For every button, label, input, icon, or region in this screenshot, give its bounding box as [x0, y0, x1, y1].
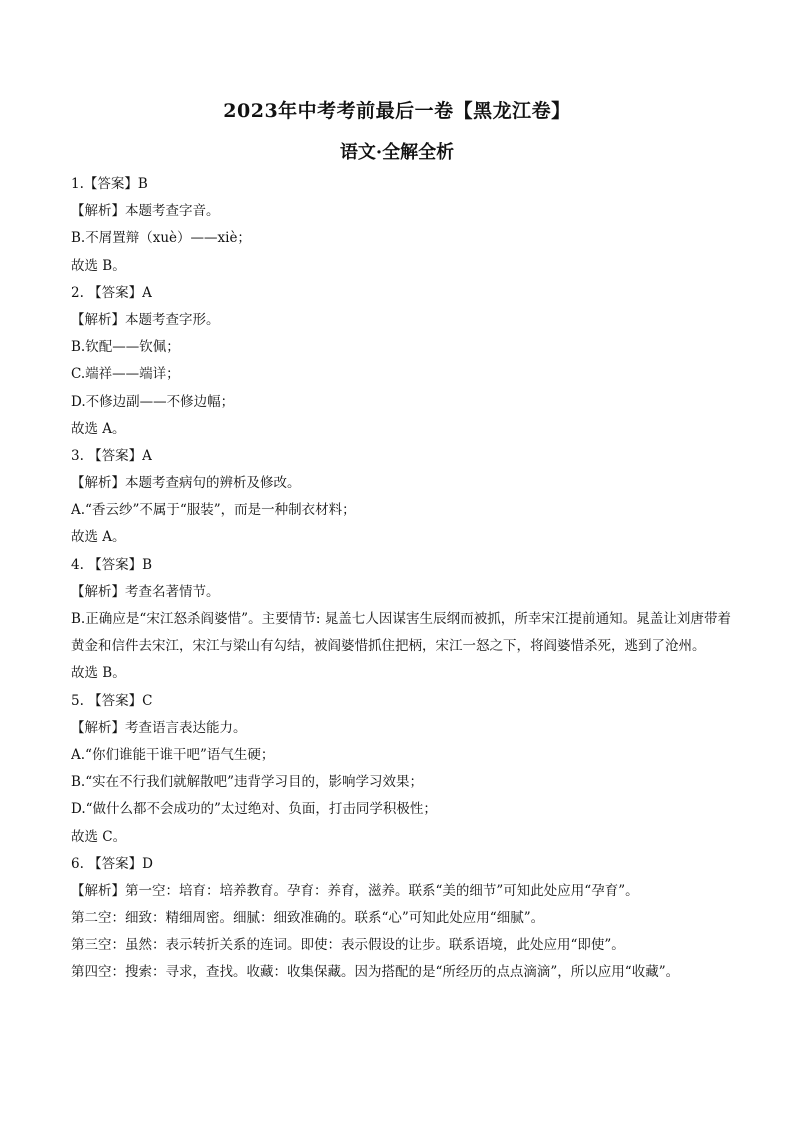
answer-2-detail-c: C.端祥——端详； [71, 366, 180, 383]
answer-1-heading: 1.【答案】B [71, 176, 148, 192]
answer-6-blank-3: 第三空：虽然：表示转折关系的连词。即使：表示假设的让步。联系语境，此处应用“即使”。 [71, 937, 625, 954]
answer-2-analysis: 【解析】本题考查字形。 [71, 311, 220, 328]
answer-3-analysis: 【解析】本题考查病句的辨析及修改。 [71, 475, 301, 492]
answer-1-analysis: 【解析】本题考查字音。 [71, 203, 220, 220]
answer-5-detail-d: D.“做什么都不会成功的”太过绝对、负面，打击同学积极性； [71, 801, 437, 818]
document-subtitle: 语文·全解全析 [339, 142, 455, 163]
answer-4-heading: 4. 【答案】B [71, 556, 153, 573]
answer-5-heading: 5. 【答案】C [71, 692, 153, 709]
answer-3-conclusion: 故选 A。 [71, 529, 126, 546]
answer-6-blank-2: 第二空：细致：精细周密。细腻：细致准确的。联系“心”可知此处应用“细腻”。 [71, 910, 545, 927]
document-title: 2023年中考考前最后一卷【黑龙江卷】 [223, 100, 571, 122]
answer-6-blank-1: 【解析】第一空：培育：培养教育。孕育：养育，滋养。联系“美的细节”可知此处应用“孕育”。 [71, 882, 639, 899]
answer-1-detail: B.不屑置辩（xuè）——xiè； [71, 230, 251, 247]
answer-4-conclusion: 故选 B。 [71, 665, 126, 682]
answer-1-conclusion: 故选 B。 [71, 257, 126, 274]
answer-2-detail-b: B.钦配——钦佩； [71, 339, 180, 356]
answer-5-detail-b: B.“实在不行我们就解散吧”违背学习目的，影响学习效果； [71, 774, 424, 791]
answer-4-analysis: 【解析】考查名著情节。 [71, 583, 220, 600]
answer-2-heading: 2. 【答案】A [71, 284, 152, 301]
answer-6-blank-4: 第四空：搜索：寻求，查找。收藏：收集保藏。因为搭配的是“所经历的点点滴滴”，所以应用“收藏”。 [71, 964, 680, 981]
document-body [71, 171, 731, 987]
answer-4-detail: B.正确应是“宋江怒杀阎婆惜”。主要情节: 晁盖七人因谋害生辰纲而被抓，所幸宋江提前通知。晁盖让刘唐带着黄金和信件去宋江，宋江与梁山有勾结，被阎婆惜抓住把柄，宋江一怒之下，将阎婆惜杀死，逃到了沧州。 [71, 611, 731, 655]
answer-2-conclusion: 故选 A。 [71, 420, 126, 437]
answer-5-analysis: 【解析】考查语言表达能力。 [71, 719, 247, 736]
answer-5-detail-a: A.“你们谁能干谁干吧”语气生硬； [71, 746, 275, 763]
answer-2-detail-d: D.不修边副——不修边幅； [71, 393, 235, 410]
answer-6-heading: 6. 【答案】D [71, 855, 153, 872]
answer-3-heading: 3. 【答案】A [71, 447, 152, 464]
answer-5-conclusion: 故选 C。 [71, 828, 127, 845]
answer-3-detail: A.“香云纱”不属于“服装”，而是一种制衣材料； [71, 502, 356, 519]
